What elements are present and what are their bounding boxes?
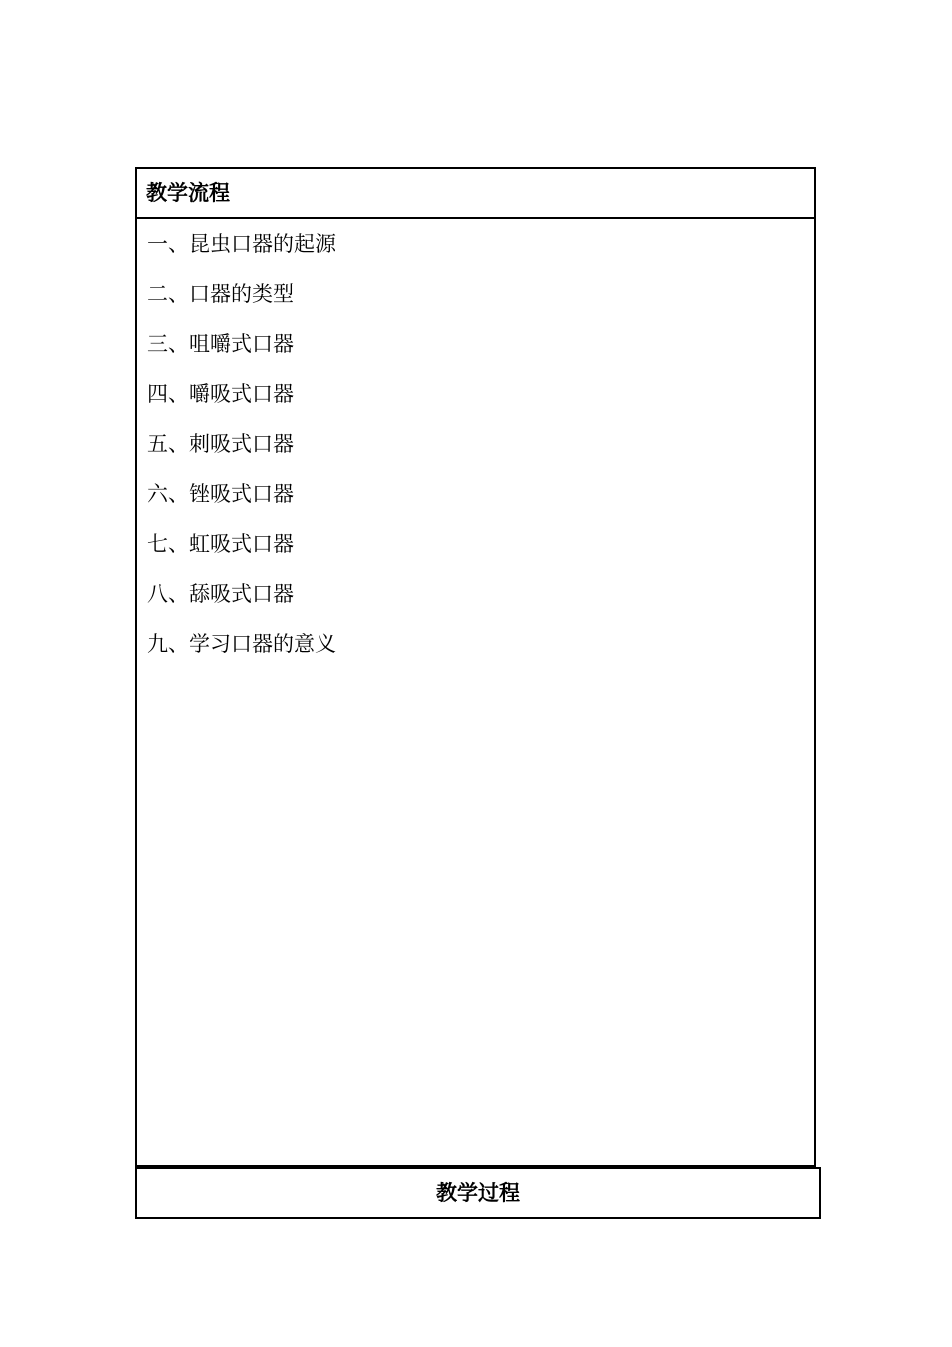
flow-item-types: 二、口器的类型 <box>147 282 294 306</box>
flow-item-chewing-lapping: 四、嚼吸式口器 <box>147 382 294 406</box>
flow-item-sponging: 八、舔吸式口器 <box>147 582 294 606</box>
teaching-flow-table <box>135 167 816 1167</box>
flow-item-chewing: 三、咀嚼式口器 <box>147 332 294 356</box>
teaching-process-title: 教学过程 <box>436 1181 520 1205</box>
flow-item-significance: 九、学习口器的意义 <box>147 632 336 656</box>
flow-item-origin: 一、昆虫口器的起源 <box>147 232 336 256</box>
flow-item-piercing-sucking: 五、刺吸式口器 <box>147 432 294 456</box>
flow-item-siphoning: 七、虹吸式口器 <box>147 532 294 556</box>
flow-item-rasping-sucking: 六、锉吸式口器 <box>147 482 294 506</box>
teaching-flow-list <box>137 219 814 678</box>
teaching-process-header <box>135 1167 821 1219</box>
teaching-flow-title: 教学流程 <box>137 169 814 219</box>
